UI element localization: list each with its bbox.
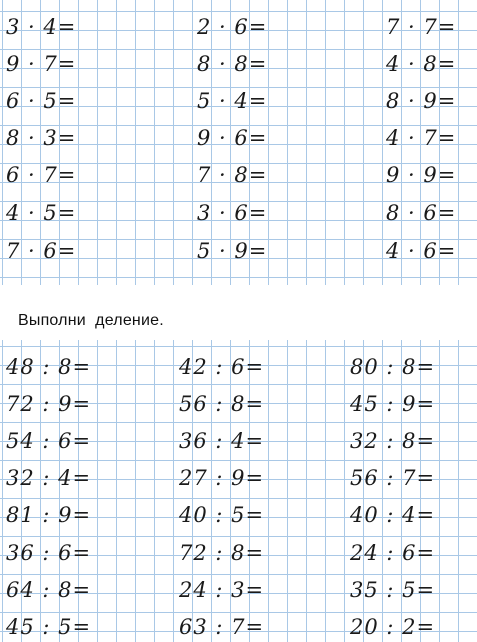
division-expression: 24 : 3= [179,578,265,602]
division-expression: 27 : 9= [179,466,265,490]
multiplication-expression: 4 · 8= [386,52,457,76]
multiplication-row [0,17,477,37]
division-expression: 48 : 8= [6,355,92,379]
multiplication-expression: 8 · 6= [386,201,457,225]
division-expression: 24 : 6= [350,541,436,565]
division-expression: 81 : 9= [6,503,92,527]
division-row [0,431,477,451]
division-expression: 72 : 9= [6,392,92,416]
division-row [0,357,477,377]
multiplication-expression: 8 · 9= [386,89,457,113]
division-expression: 40 : 5= [179,503,265,527]
division-expression: 64 : 8= [6,578,92,602]
multiplication-expression: 5 · 4= [197,89,268,113]
multiplication-expression: 9 · 7= [6,52,77,76]
division-expression: 20 : 2= [350,615,436,639]
multiplication-row [0,165,477,185]
division-expression: 56 : 8= [179,392,265,416]
division-expression: 54 : 6= [6,429,92,453]
division-expression: 40 : 4= [350,503,436,527]
multiplication-expression: 6 · 5= [6,89,77,113]
multiplication-row [0,91,477,111]
multiplication-expression: 3 · 6= [197,201,268,225]
multiplication-expression: 7 · 6= [6,239,77,263]
multiplication-expression: 9 · 9= [386,163,457,187]
multiplication-expression: 5 · 9= [197,239,268,263]
division-expression: 72 : 8= [179,541,265,565]
multiplication-expression: 4 · 6= [386,239,457,263]
multiplication-expression: 2 · 6= [197,15,268,39]
multiplication-expression: 8 · 3= [6,126,77,150]
multiplication-expression: 8 · 8= [197,52,268,76]
division-row [0,580,477,600]
division-expression: 45 : 5= [6,615,92,639]
division-row [0,543,477,563]
division-expression: 35 : 5= [350,578,436,602]
division-row [0,468,477,488]
multiplication-row [0,54,477,74]
division-row [0,394,477,414]
division-row [0,505,477,525]
division-expression: 45 : 9= [350,392,436,416]
multiplication-expression: 7 · 7= [386,15,457,39]
multiplication-row [0,241,477,261]
multiplication-expression: 3 · 4= [6,15,77,39]
division-expression: 56 : 7= [350,466,436,490]
division-expression: 63 : 7= [179,615,265,639]
multiplication-row [0,128,477,148]
division-expression: 80 : 8= [350,355,436,379]
division-expression: 36 : 6= [6,541,92,565]
instruction-heading: Выполни деление. [18,312,164,329]
multiplication-expression: 7 · 8= [197,163,268,187]
multiplication-expression: 6 · 7= [6,163,77,187]
multiplication-expression: 4 · 5= [6,201,77,225]
multiplication-row [0,203,477,223]
division-expression: 36 : 4= [179,429,265,453]
multiplication-expression: 9 · 6= [197,126,268,150]
multiplication-expression: 4 · 7= [386,126,457,150]
division-row [0,617,477,637]
division-expression: 32 : 4= [6,466,92,490]
division-expression: 32 : 8= [350,429,436,453]
division-expression: 42 : 6= [179,355,265,379]
